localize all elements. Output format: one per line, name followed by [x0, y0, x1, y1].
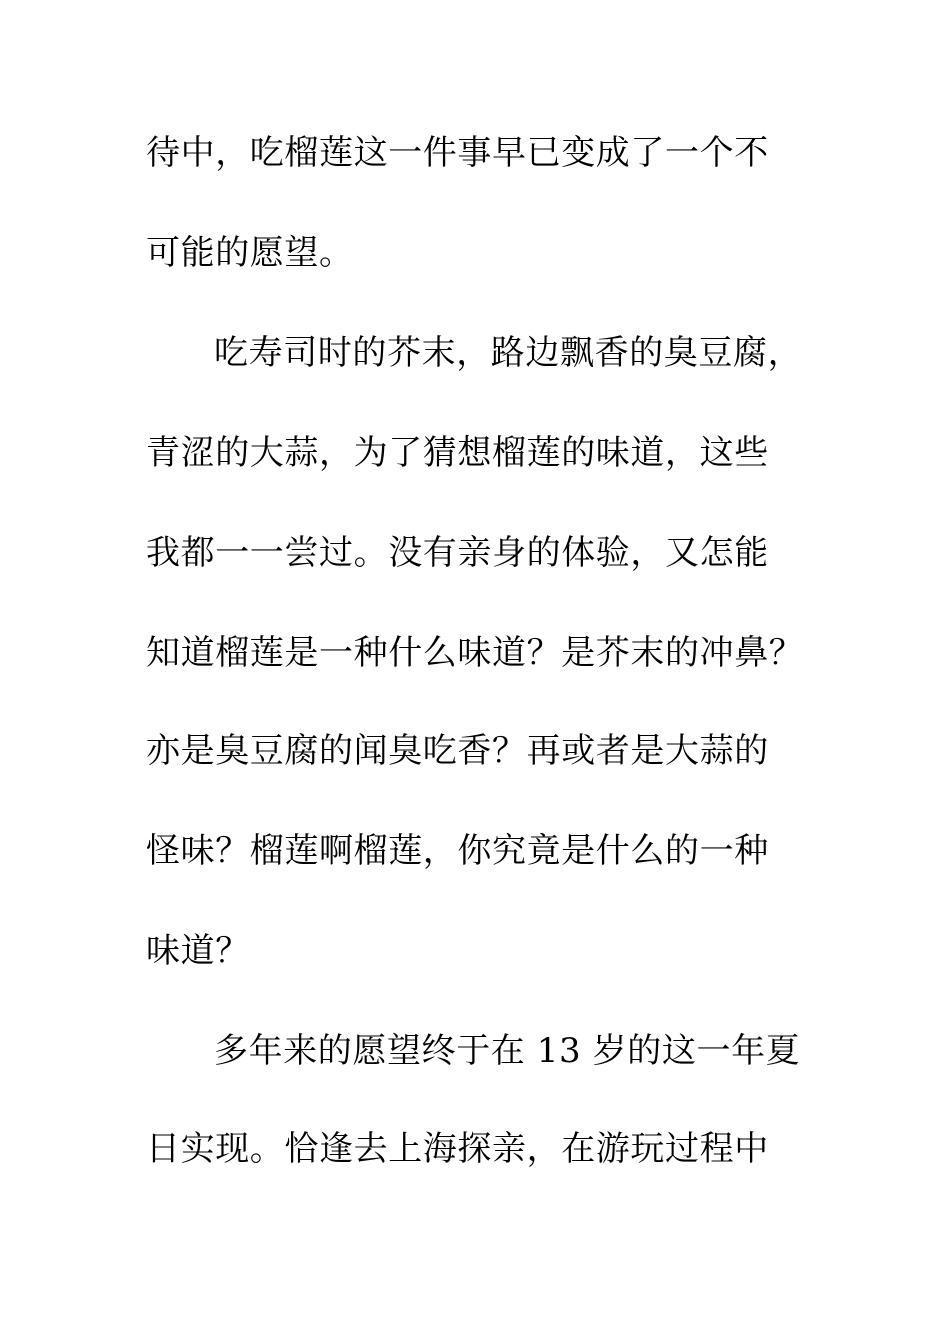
text-line: 知道榴莲是一种什么味道？是芥末的冲鼻？ — [146, 633, 804, 673]
text-line: 青涩的大蒜，为了猜想榴莲的味道，这些 — [146, 433, 769, 473]
text-line: 多年来的愿望终于在 13 岁的这一年夏 — [214, 1031, 801, 1071]
text-line: 亦是臭豆腐的闻臭吃香？再或者是大蒜的 — [146, 731, 769, 771]
text-line: 日实现。恰逢去上海探亲，在游玩过程中 — [146, 1129, 769, 1169]
text-line: 吃寿司时的芥末，路边飘香的臭豆腐， — [214, 333, 803, 373]
text-line: 怪味？榴莲啊榴莲，你究竟是什么的一种 — [146, 831, 769, 871]
text-line: 可能的愿望。 — [146, 233, 354, 273]
text-line: 我都一一尝过。没有亲身的体验，又怎能 — [146, 533, 769, 573]
text-line: 待中，吃榴莲这一件事早已变成了一个不 — [146, 133, 769, 173]
text-line: 味道？ — [146, 931, 250, 971]
